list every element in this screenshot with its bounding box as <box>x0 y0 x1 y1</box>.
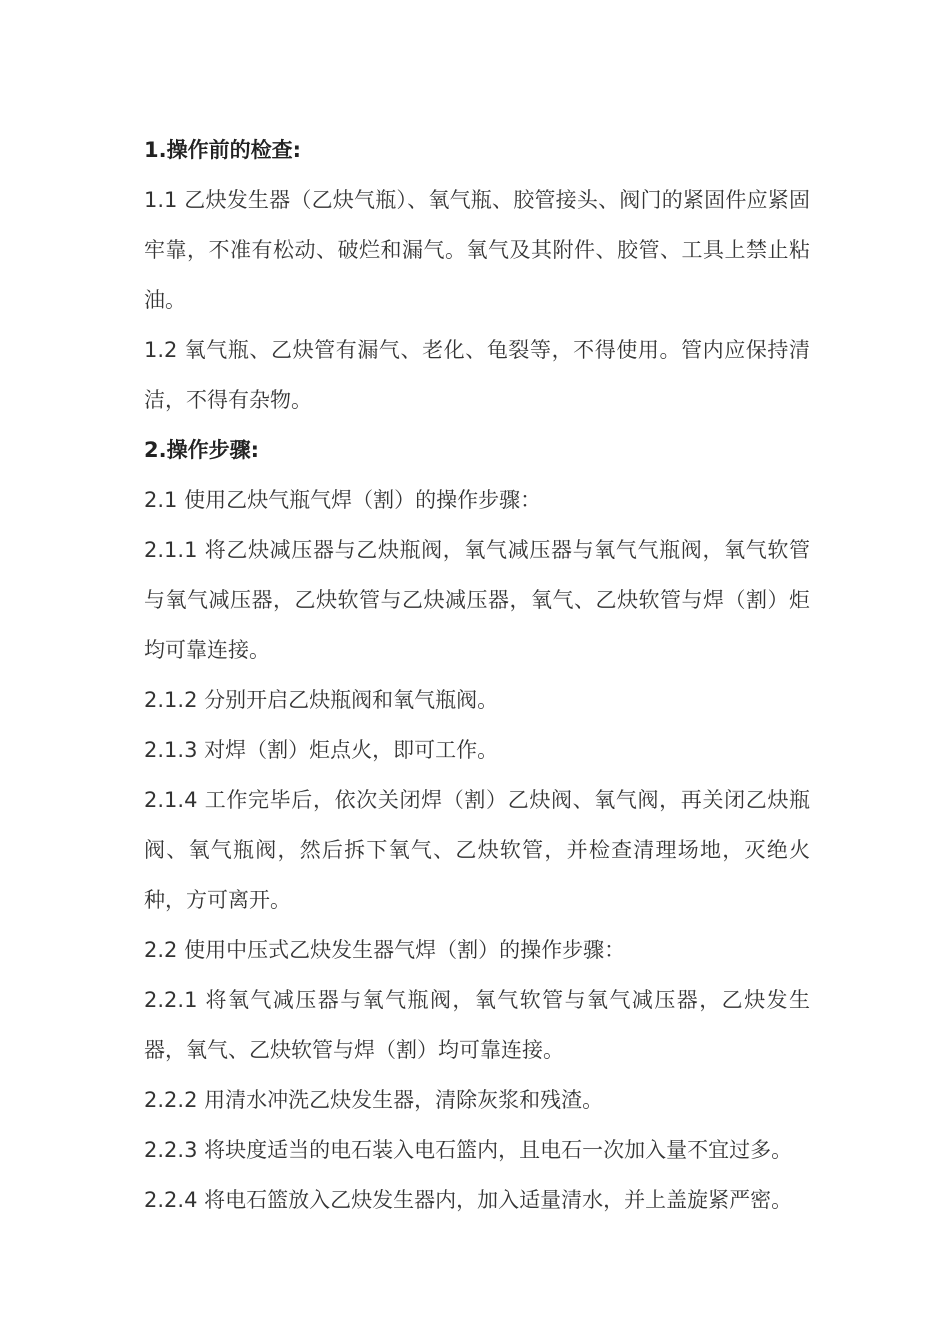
paragraph-2-1-3: 2.1.3 对焊（割）炬点火，即可工作。 <box>144 738 499 762</box>
paragraph-2-1-4: 2.1.4 工作完毕后，依次关闭焊（割）乙炔阀、氧气阀，再关闭乙炔瓶阀、氧气瓶阀，然后拆下氧气、乙炔软管，并检查清理场地，灭绝火种，方可离开。 <box>144 788 810 912</box>
paragraph-2-2-2: 2.2.2 用清水冲洗乙炔发生器，清除灰浆和残渣。 <box>144 1088 604 1112</box>
section-heading-pre-operation-check: 1.操作前的检查: <box>144 138 301 162</box>
paragraph-2-2-3: 2.2.3 将块度适当的电石装入电石篮内，且电石一次加入量不宜过多。 <box>144 1138 793 1162</box>
document-body <box>144 125 810 1225</box>
section-heading-operation-steps: 2.操作步骤: <box>144 438 259 462</box>
paragraph-2-1-2: 2.1.2 分别开启乙炔瓶阀和氧气瓶阀。 <box>144 688 499 712</box>
paragraph-2-2-1: 2.2.1 将氧气减压器与氧气瓶阀，氧气软管与氧气减压器，乙炔发生器，氧气、乙炔软管与焊（割）均可靠连接。 <box>144 988 810 1062</box>
paragraph-2-2-4: 2.2.4 将电石篮放入乙炔发生器内，加入适量清水，并上盖旋紧严密。 <box>144 1188 793 1212</box>
paragraph-2-2: 2.2 使用中压式乙炔发生器气焊（割）的操作步骤： <box>144 938 626 962</box>
paragraph-1-1: 1.1 乙炔发生器（乙炔气瓶）、氧气瓶、胶管接头、阀门的紧固件应紧固牢靠，不准有松动、破烂和漏气。氧气及其附件、胶管、工具上禁止粘油。 <box>144 188 810 312</box>
paragraph-1-2: 1.2 氧气瓶、乙炔管有漏气、老化、龟裂等，不得使用。管内应保持清洁，不得有杂物。 <box>144 338 810 412</box>
paragraph-2-1-1: 2.1.1 将乙炔减压器与乙炔瓶阀，氧气减压器与氧气气瓶阀，氧气软管与氧气减压器，乙炔软管与乙炔减压器，氧气、乙炔软管与焊（割）炬均可靠连接。 <box>144 538 810 662</box>
paragraph-2-1: 2.1 使用乙炔气瓶气焊（割）的操作步骤： <box>144 488 542 512</box>
